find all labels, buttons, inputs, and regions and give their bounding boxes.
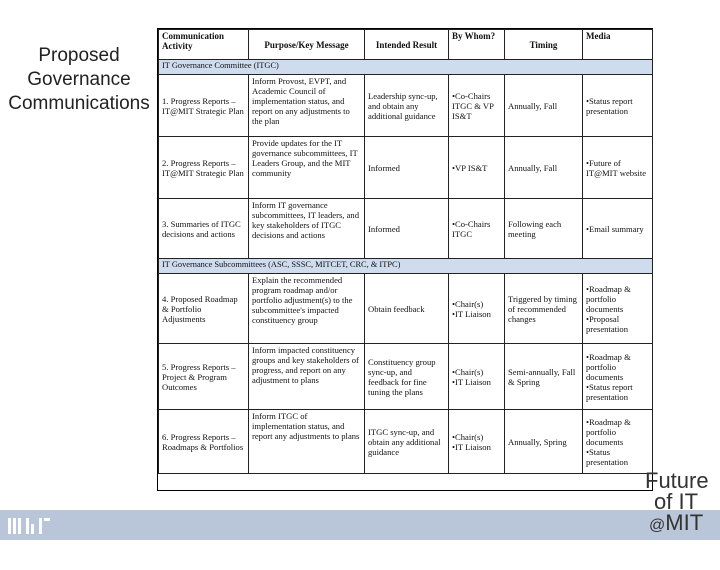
- at-mit-line: @MIT: [649, 510, 704, 535]
- media-item: • Status presentation: [586, 447, 649, 467]
- cell-activity: 2. Progress Reports – IT@MIT Strategic Plan: [159, 137, 249, 199]
- cell-purpose: Inform IT governance subcommittees, IT leaders, and key stakeholders of ITGC decisions and actions: [249, 199, 365, 259]
- media-item: • Status report presentation: [586, 96, 649, 116]
- future-line: Future: [645, 468, 709, 493]
- table-row: [159, 274, 653, 344]
- footer-band: [0, 510, 720, 540]
- whom-item: • IT Liaison: [452, 442, 501, 452]
- section-row-subcommittees: [159, 259, 653, 274]
- header-whom: By Whom?: [449, 30, 505, 60]
- cell-activity: 4. Proposed Roadmap & Portfolio Adjustments: [159, 274, 249, 344]
- slide-title-line-2: Governance: [27, 69, 131, 90]
- slide-title-line-3: Communications: [8, 93, 150, 114]
- media-item: • Roadmap & portfolio documents: [586, 417, 649, 447]
- future-of-it-logo: [645, 470, 720, 536]
- media-item: • Roadmap & portfolio documents: [586, 352, 649, 382]
- cell-purpose: Explain the recommended program roadmap and/or portfolio adjustment(s) to the subcommittee's impacted constituency group: [249, 274, 365, 344]
- cell-whom: [449, 75, 505, 137]
- header-activity: Communication Activity: [159, 30, 249, 60]
- of-it-line: of IT: [654, 489, 699, 514]
- media-item: • Future of IT@MIT website: [586, 158, 649, 178]
- cell-activity: 3. Summaries of ITGC decisions and actions: [159, 199, 249, 259]
- cell-purpose: Inform ITGC of implementation status, and report any adjustments to plans: [249, 410, 365, 474]
- media-item: • Email summary: [586, 224, 649, 234]
- whom-item: • Co-Chairs ITGC & VP IS&T: [452, 91, 501, 121]
- cell-result: Obtain feedback: [365, 274, 449, 344]
- cell-result: ITGC sync-up, and obtain any additional guidance: [365, 410, 449, 474]
- media-item: • Proposal presentation: [586, 314, 649, 334]
- cell-activity: 5. Progress Reports – Project & Program Outcomes: [159, 344, 249, 410]
- header-timing: Timing: [505, 30, 583, 60]
- media-item: • Status report presentation: [586, 382, 649, 402]
- cell-timing: Following each meeting: [505, 199, 583, 259]
- whom-item: • Co-Chairs ITGC: [452, 219, 501, 239]
- cell-whom: [449, 344, 505, 410]
- cell-activity: 1. Progress Reports – IT@MIT Strategic Plan: [159, 75, 249, 137]
- header-purpose: Purpose/Key Message: [249, 30, 365, 60]
- mit-logo: [8, 516, 50, 534]
- slide-title-line-1: Proposed: [38, 45, 120, 66]
- whom-item: • IT Liaison: [452, 309, 501, 319]
- section-row-itgc: [159, 60, 653, 75]
- header-result: Intended Result: [365, 30, 449, 60]
- cell-timing: Semi-annually, Fall & Spring: [505, 344, 583, 410]
- section-title: IT Governance Committee (ITGC): [159, 60, 653, 75]
- cell-activity: 6. Progress Reports – Roadmaps & Portfolios: [159, 410, 249, 474]
- media-item: • Roadmap & portfolio documents: [586, 284, 649, 314]
- slide-title: [6, 44, 152, 116]
- cell-media: [583, 199, 653, 259]
- cell-media: [583, 137, 653, 199]
- cell-purpose: Inform impacted constituency groups and key stakeholders of progress, and report on any adjustment to plans: [249, 344, 365, 410]
- whom-item: • Chair(s): [452, 432, 501, 442]
- table-row: [159, 344, 653, 410]
- table-header-row: [159, 30, 653, 60]
- cell-timing: Annually, Spring: [505, 410, 583, 474]
- cell-result: Constituency group sync-up, and feedback for fine tuning the plans: [365, 344, 449, 410]
- table-row: [159, 137, 653, 199]
- cell-whom: [449, 410, 505, 474]
- table-row: [159, 199, 653, 259]
- section-title: IT Governance Subcommittees (ASC, SSSC, MITCET, CRC, & ITPC): [159, 259, 653, 274]
- cell-purpose: Provide updates for the IT governance subcommittees, IT Leaders Group, and the MIT community: [249, 137, 365, 199]
- cell-whom: [449, 137, 505, 199]
- cell-timing: Annually, Fall: [505, 75, 583, 137]
- communications-table: [157, 28, 653, 491]
- whom-item: • Chair(s): [452, 299, 501, 309]
- cell-result: Informed: [365, 137, 449, 199]
- whom-item: • VP IS&T: [452, 163, 501, 173]
- whom-item: • IT Liaison: [452, 377, 501, 387]
- cell-timing: Annually, Fall: [505, 137, 583, 199]
- header-media: Media: [583, 30, 653, 60]
- cell-timing: Triggered by timing of recommended changes: [505, 274, 583, 344]
- cell-result: Informed: [365, 199, 449, 259]
- cell-whom: [449, 199, 505, 259]
- cell-media: [583, 75, 653, 137]
- table-row: [159, 410, 653, 474]
- cell-media: [583, 274, 653, 344]
- cell-whom: [449, 274, 505, 344]
- whom-item: • Chair(s): [452, 367, 501, 377]
- cell-purpose: Inform Provost, EVPT, and Academic Council of implementation status, and report on any adjustments to the plan: [249, 75, 365, 137]
- table-row: [159, 75, 653, 137]
- cell-result: Leadership sync-up, and obtain any additional guidance: [365, 75, 449, 137]
